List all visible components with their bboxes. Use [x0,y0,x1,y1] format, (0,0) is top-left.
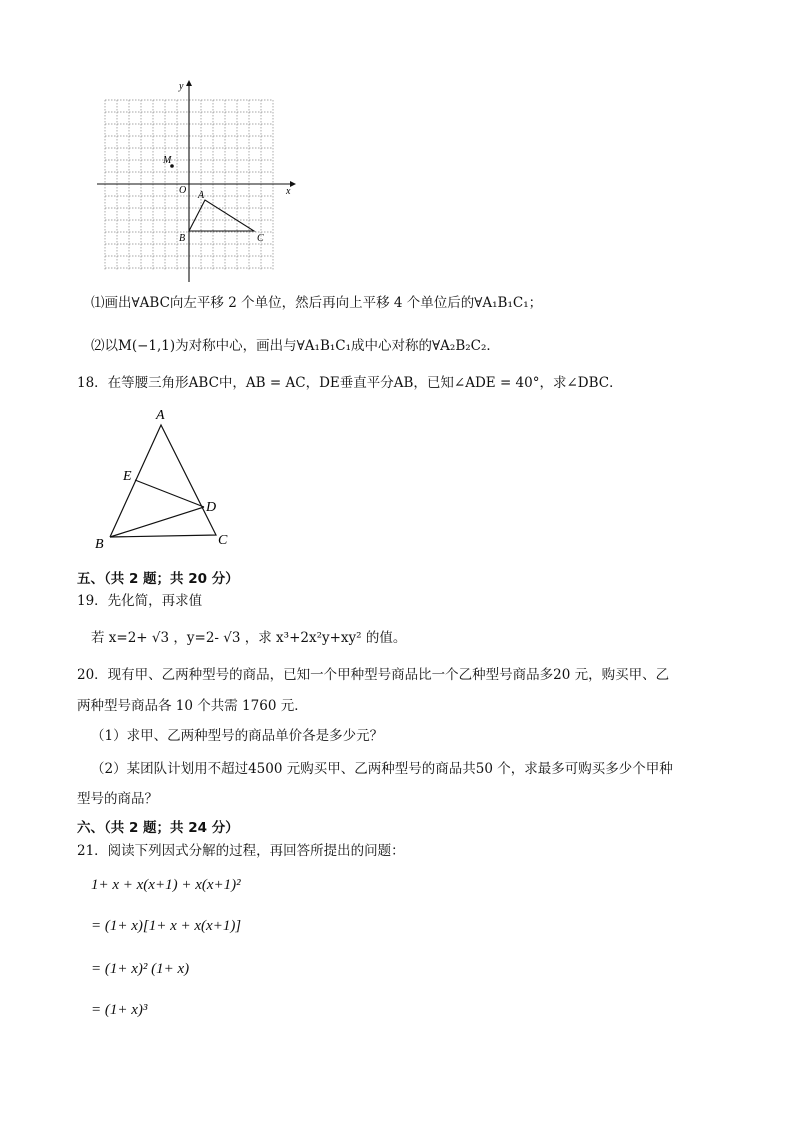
q20-sub1: （1）求甲、乙两种型号的商品单价各是多少元？ [91,728,384,744]
label-fig18-d: D [206,500,217,515]
label-fig18-e: E [123,469,132,484]
section-6-title: 六、（共 2 题；共 24 分） [77,820,239,836]
q19-line: 若 x=2+ √3 ，y=2- √3 ，求 x³+2x²y+xy² 的值。 [91,630,407,646]
q21-step3: = (1+ x)² (1+ x) [91,961,190,977]
q21-intro: 21．阅读下列因式分解的过程，再回答所提出的问题： [77,843,405,859]
q21-step1: 1+ x + x(x+1) + x(x+1)² [91,877,241,893]
label-fig18-c: C [218,533,228,548]
axis-arrow-y [186,80,192,86]
label-a: A [198,190,205,201]
label-m: M [163,155,172,166]
section-5-title: 五、（共 2 题；共 20 分） [77,571,239,587]
axis-arrow-x [290,181,296,187]
label-c: C [257,233,264,244]
label-y: y [179,81,184,92]
q21-step2: = (1+ x)[1+ x + x(x+1)] [91,918,242,934]
q20-line1: 20．现有甲、乙两种型号的商品，已知一个甲种型号商品比一个乙种型号商品多20 元，购买甲、乙 [77,667,670,683]
label-x: x [286,186,291,197]
coordinate-grid-figure [92,78,302,288]
q20-sub2b: 型号的商品？ [77,791,158,807]
q20-sub2a: （2）某团队计划用不超过4500 元购买甲、乙两种型号的商品共50 个，求最多可购买多少个甲种 [91,761,673,777]
q19-title: 19．先化简，再求值 [77,593,203,609]
label-fig18-b: B [95,537,104,552]
q18-text: 18．在等腰三角形ABC中，AB = AC，DE垂直平分AB，已知∠ADE = 40°，求∠DBC． [77,375,623,391]
q21-step4: = (1+ x)³ [91,1002,148,1018]
q20-line2: 两种型号商品各 10 个共需 1760 元． [77,698,308,714]
q17-part2: ⑵以M(−1,1)为对称中心，画出与∀A₁B₁C₁成中心对称的∀A₂B₂C₂． [91,338,500,354]
label-o: O [179,185,187,196]
label-b: B [179,233,186,244]
triangle-abc [189,200,254,231]
triangle-figure [90,400,240,552]
q17-part1: ⑴画出∀ABC向左平移 2 个单位，然后再向上平移 4 个单位后的∀A₁B₁C₁； [91,295,543,311]
label-fig18-a: A [156,408,165,423]
